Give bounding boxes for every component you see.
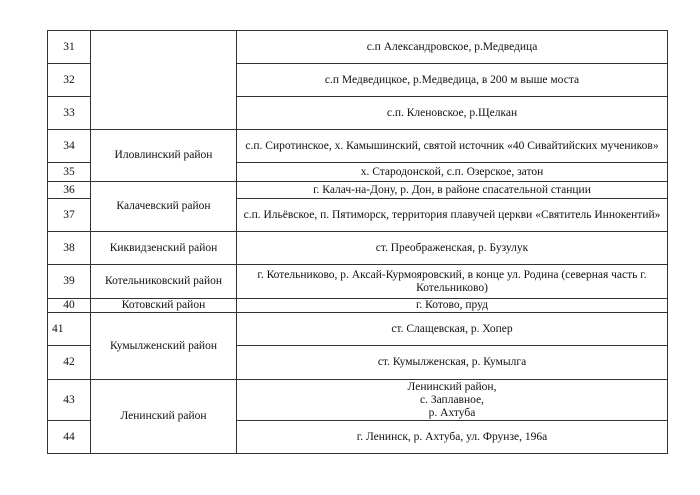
district-cell-empty — [91, 31, 237, 130]
row-number: 39 — [48, 265, 91, 299]
row-number: 33 — [48, 97, 91, 130]
row-number: 37 — [48, 199, 91, 232]
location-cell: с.п. Кленовское, р.Щелкан — [237, 97, 668, 130]
row-number: 40 — [48, 299, 91, 313]
locations-table — [47, 30, 668, 454]
table-row — [48, 130, 668, 163]
table-row — [48, 182, 668, 199]
location-cell: х. Стародонской, с.п. Озерское, затон — [237, 163, 668, 182]
district-cell: Калачевский район — [91, 182, 237, 232]
district-cell: Ленинский район — [91, 380, 237, 454]
location-cell: г. Котово, пруд — [237, 299, 668, 313]
table-row — [48, 299, 668, 313]
table-row — [48, 232, 668, 265]
table-row — [48, 313, 668, 346]
location-cell: г. Котельниково, р. Аксай-Курмояровский, в конце ул. Родина (северная часть г. Котельниково) — [237, 265, 668, 299]
location-cell: с.п Александровское, р.Медведица — [237, 31, 668, 64]
district-cell: Иловлинский район — [91, 130, 237, 182]
location-cell: г. Ленинск, р. Ахтуба, ул. Фрунзе, 196а — [237, 421, 668, 454]
table-row — [48, 380, 668, 421]
row-number: 34 — [48, 130, 91, 163]
district-cell: Киквидзенский район — [91, 232, 237, 265]
row-number: 41 — [48, 313, 91, 346]
location-cell: г. Калач-на-Дону, р. Дон, в районе спасательной станции — [237, 182, 668, 199]
location-cell: с.п. Сиротинское, х. Камышинский, святой источник «40 Сивайтийских мучеников» — [237, 130, 668, 163]
row-number: 43 — [48, 380, 91, 421]
table-row — [48, 265, 668, 299]
row-number: 32 — [48, 64, 91, 97]
row-number: 42 — [48, 346, 91, 380]
table-row — [48, 31, 668, 64]
location-cell: с.п Медведицкое, р.Медведица, в 200 м выше моста — [237, 64, 668, 97]
location-cell: с.п. Ильёвское, п. Пятиморск, территория плавучей церкви «Святитель Иннокентий» — [237, 199, 668, 232]
row-number: 35 — [48, 163, 91, 182]
location-cell: ст. Преображенская, р. Бузулук — [237, 232, 668, 265]
row-number: 38 — [48, 232, 91, 265]
row-number: 31 — [48, 31, 91, 64]
district-cell: Кумылженский район — [91, 313, 237, 380]
district-cell: Котовский район — [91, 299, 237, 313]
location-cell: ст. Кумылженская, р. Кумылга — [237, 346, 668, 380]
row-number: 44 — [48, 421, 91, 454]
location-cell: ст. Слащевская, р. Хопер — [237, 313, 668, 346]
location-cell: Ленинский район, с. Заплавное, р. Ахтуба — [237, 380, 668, 421]
district-cell: Котельниковский район — [91, 265, 237, 299]
row-number: 36 — [48, 182, 91, 199]
